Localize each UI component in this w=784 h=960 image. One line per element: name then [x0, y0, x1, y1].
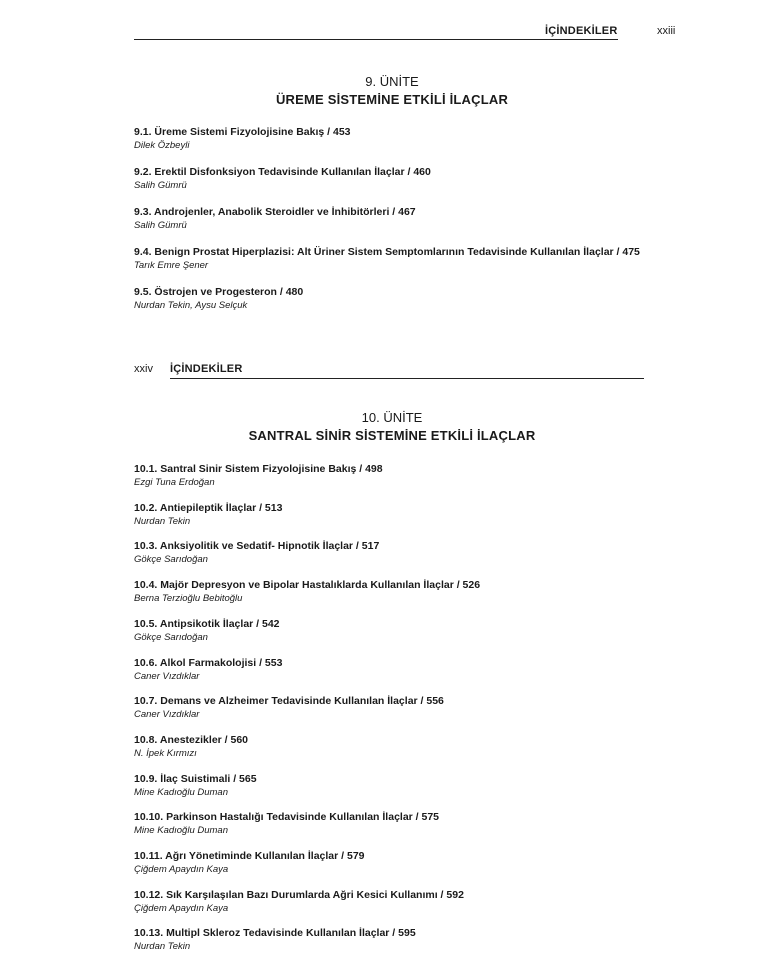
unit-number: 9. ÜNİTE	[365, 74, 419, 89]
entry-title: 10.8. Anestezikler / 560	[134, 733, 249, 746]
entry-author: Berna Terzioğlu Bebitoğlu	[134, 593, 243, 605]
toc-entry[interactable]	[134, 206, 416, 231]
toc-entry[interactable]	[134, 502, 282, 527]
toc-entry[interactable]	[134, 540, 379, 565]
toc-entry[interactable]	[134, 246, 640, 271]
entry-title: 10.6. Alkol Farmakolojisi / 553	[134, 656, 283, 669]
entry-title: 10.3. Anksiyolitik ve Sedatif- Hipnotik İlaçlar / 517	[134, 540, 380, 553]
top-running-header	[0, 22, 784, 44]
entry-title: 10.5. Antipsikotik İlaçlar / 542	[134, 617, 280, 630]
entry-title: 10.9. İlaç Suistimali / 565	[134, 772, 257, 785]
unit-heading	[0, 74, 784, 107]
header-rule	[134, 39, 618, 40]
entry-author: Gökçe Sarıdoğan	[134, 631, 208, 643]
entry-title: 10.2. Antiepileptik İlaçlar / 513	[134, 501, 283, 514]
mid-running-header	[0, 362, 784, 384]
entry-author: Gökçe Sarıdoğan	[134, 554, 208, 566]
entry-author: Nurdan Tekin, Aysu Selçuk	[134, 300, 248, 311]
entry-title: 9.3. Androjenler, Anabolik Steroidler ve İnhibitörleri / 467	[134, 206, 416, 218]
entry-author: N. İpek Kırmızı	[134, 747, 197, 759]
entry-title: 9.1. Üreme Sistemi Fizyolojisine Bakış / 453	[134, 126, 351, 138]
toc-entry[interactable]	[134, 889, 464, 914]
toc-entry[interactable]	[134, 126, 351, 151]
entry-author: Tarık Emre Şener	[134, 260, 209, 271]
page-number: xxiv	[134, 363, 153, 375]
entry-author: Mine Kadıoğlu Duman	[134, 825, 228, 837]
entry-author: Ezgi Tuna Erdoğan	[134, 477, 215, 488]
unit-number: 10. ÜNİTE	[361, 410, 423, 425]
toc-entry[interactable]	[134, 286, 303, 311]
entry-author: Nurdan Tekin	[134, 515, 191, 527]
toc-entry[interactable]	[134, 695, 444, 720]
toc-entry[interactable]	[134, 850, 365, 875]
header-rule	[170, 378, 644, 379]
toc-entry[interactable]	[134, 811, 439, 836]
entry-author: Salih Gümrü	[134, 220, 187, 231]
entry-title: 10.13. Multipl Skleroz Tedavisinde Kullanılan İlaçlar / 595	[134, 927, 416, 940]
unit-heading	[0, 410, 784, 443]
entry-author: Salih Gümrü	[134, 180, 187, 191]
entry-title: 10.10. Parkinson Hastalığı Tedavisinde Kullanılan İlaçlar / 575	[134, 811, 440, 824]
entry-title: 9.5. Östrojen ve Progesteron / 480	[134, 286, 304, 298]
entry-author: Caner Vızdıklar	[134, 709, 200, 721]
toc-entry[interactable]	[134, 773, 257, 798]
entry-title: 10.7. Demans ve Alzheimer Tedavisinde Kullanılan İlaçlar / 556	[134, 695, 444, 708]
toc-entry[interactable]	[134, 618, 280, 643]
running-header-title: İÇİNDEKİLER	[545, 25, 618, 37]
entry-title: 10.1. Santral Sinir Sistem Fizyolojisine Bakış / 498	[134, 463, 383, 475]
entry-title: 10.4. Majör Depresyon ve Bipolar Hastalıklarda Kullanılan İlaçlar / 526	[134, 579, 481, 592]
toc-entry[interactable]	[134, 463, 383, 488]
entry-author: Nurdan Tekin	[134, 941, 191, 953]
unit-title: ÜREME SİSTEMİNE ETKİLİ İLAÇLAR	[275, 92, 509, 107]
toc-entry[interactable]	[134, 166, 431, 191]
toc-entry[interactable]	[134, 657, 282, 682]
toc-entry[interactable]	[134, 579, 480, 604]
running-header-title: İÇİNDEKİLER	[170, 363, 243, 375]
entry-title: 10.12. Sık Karşılaşılan Bazı Durumlarda Ağri Kesici Kullanımı / 592	[134, 888, 464, 901]
entry-author: Mine Kadıoğlu Duman	[134, 786, 228, 798]
entry-title: 9.2. Erektil Disfonksiyon Tedavisinde Kullanılan İlaçlar / 460	[134, 166, 431, 178]
entry-author: Dilek Özbeyli	[134, 140, 190, 151]
entry-title: 9.4. Benign Prostat Hiperplazisi: Alt Üriner Sistem Semptomlarının Tedavisinde Kullanılan İlaçlar / 475	[134, 246, 640, 258]
toc-entry[interactable]	[134, 734, 248, 759]
entry-author: Çiğdem Apaydın Kaya	[134, 864, 229, 875]
toc-entry[interactable]	[134, 927, 416, 952]
entry-author: Çiğdem Apaydın Kaya	[134, 902, 229, 914]
entry-title: 10.11. Ağrı Yönetiminde Kullanılan İlaçlar / 579	[134, 850, 365, 862]
unit-title: SANTRAL SİNİR SİSTEMİNE ETKİLİ İLAÇLAR	[248, 428, 536, 443]
entry-author: Caner Vızdıklar	[134, 670, 200, 682]
page-number: xxiii	[657, 25, 676, 37]
